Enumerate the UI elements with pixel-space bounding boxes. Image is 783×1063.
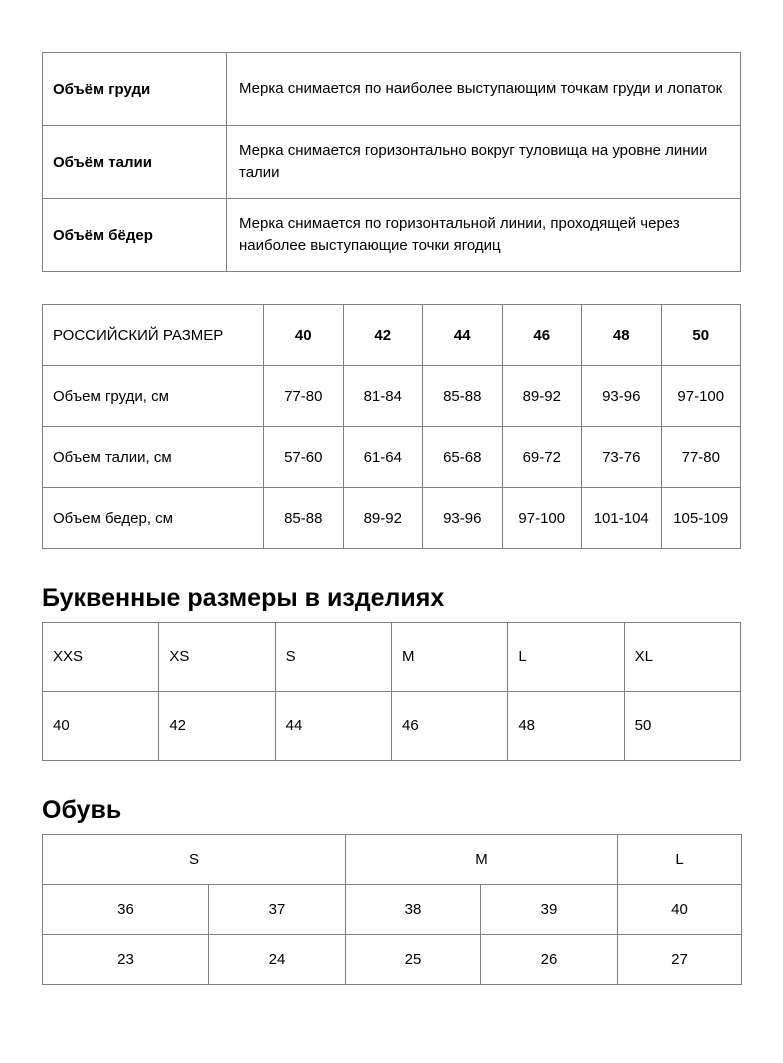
russian-size-number: 44 — [423, 305, 503, 366]
shoe-eu-size-cell: 37 — [209, 884, 346, 934]
letter-size-cell: L — [508, 622, 624, 691]
russian-size-row — [43, 427, 741, 488]
letter-number-cell: 40 — [43, 691, 159, 760]
shoe-eu-size-cell: 38 — [346, 884, 481, 934]
size-range-cell: 93-96 — [423, 488, 503, 549]
shoe-eu-size-cell: 36 — [43, 884, 209, 934]
size-range-cell: 57-60 — [264, 427, 344, 488]
russian-size-table — [42, 304, 741, 549]
letter-number-cell: 48 — [508, 691, 624, 760]
size-range-cell: 89-92 — [343, 488, 423, 549]
size-range-cell: 85-88 — [264, 488, 344, 549]
shoe-cm-size-cell: 23 — [43, 934, 209, 984]
measure-description: Мерка снимается по горизонтальной линии, проходящей через наиболее выступающие точки ягодиц — [227, 199, 741, 272]
letter-number-cell: 50 — [624, 691, 740, 760]
shoe-cm-size-cell: 26 — [481, 934, 618, 984]
letter-number-row — [43, 691, 741, 760]
size-range-cell: 69-72 — [502, 427, 582, 488]
measurement-description-table — [42, 52, 741, 272]
measure-label: Объём груди — [43, 53, 227, 126]
size-range-cell: 97-100 — [661, 366, 741, 427]
russian-size-header-row — [43, 305, 741, 366]
letter-number-cell: 44 — [275, 691, 391, 760]
russian-size-row — [43, 366, 741, 427]
measure-label: Объём бёдер — [43, 199, 227, 272]
russian-size-number: 40 — [264, 305, 344, 366]
shoe-group-label: M — [346, 834, 618, 884]
shoe-group-row — [43, 834, 742, 884]
size-range-cell: 61-64 — [343, 427, 423, 488]
size-range-cell: 93-96 — [582, 366, 662, 427]
shoe-group-label: L — [618, 834, 742, 884]
size-range-cell: 101-104 — [582, 488, 662, 549]
size-range-cell: 73-76 — [582, 427, 662, 488]
russian-size-row-label: Объем бедер, см — [43, 488, 264, 549]
letter-size-cell: XL — [624, 622, 740, 691]
size-range-cell: 81-84 — [343, 366, 423, 427]
letter-size-row — [43, 622, 741, 691]
size-range-cell: 65-68 — [423, 427, 503, 488]
shoe-eu-size-cell: 39 — [481, 884, 618, 934]
russian-size-row-label: Объем груди, см — [43, 366, 264, 427]
size-range-cell: 105-109 — [661, 488, 741, 549]
size-range-cell: 97-100 — [502, 488, 582, 549]
russian-size-number: 46 — [502, 305, 582, 366]
shoe-cm-size-cell: 25 — [346, 934, 481, 984]
letter-size-table — [42, 622, 741, 761]
measure-row — [43, 126, 741, 199]
size-range-cell: 77-80 — [264, 366, 344, 427]
letter-sizes-heading: Буквенные размеры в изделиях — [42, 584, 445, 612]
shoe-eu-row — [43, 884, 742, 934]
measure-description: Мерка снимается по наиболее выступающим точкам груди и лопаток — [227, 53, 741, 126]
russian-size-header-label: РОССИЙСКИЙ РАЗМЕР — [43, 305, 264, 366]
measure-row — [43, 53, 741, 126]
size-range-cell: 85-88 — [423, 366, 503, 427]
letter-size-cell: XS — [159, 622, 275, 691]
russian-size-row-label: Объем талии, см — [43, 427, 264, 488]
letter-size-cell: M — [391, 622, 507, 691]
measure-label: Объём талии — [43, 126, 227, 199]
measure-row — [43, 199, 741, 272]
size-range-cell: 89-92 — [502, 366, 582, 427]
russian-size-number: 48 — [582, 305, 662, 366]
shoe-cm-row — [43, 934, 742, 984]
russian-size-row — [43, 488, 741, 549]
letter-number-cell: 42 — [159, 691, 275, 760]
letter-number-cell: 46 — [391, 691, 507, 760]
shoes-heading: Обувь — [42, 795, 122, 824]
shoe-cm-size-cell: 24 — [209, 934, 346, 984]
letter-size-cell: XXS — [43, 622, 159, 691]
letter-size-cell: S — [275, 622, 391, 691]
shoe-size-table — [42, 834, 742, 985]
measure-description: Мерка снимается горизонтально вокруг туловища на уровне линии талии — [227, 126, 741, 199]
russian-size-number: 42 — [343, 305, 423, 366]
size-range-cell: 77-80 — [661, 427, 741, 488]
shoe-eu-size-cell: 40 — [618, 884, 742, 934]
russian-size-number: 50 — [661, 305, 741, 366]
shoe-cm-size-cell: 27 — [618, 934, 742, 984]
shoe-group-label: S — [43, 834, 346, 884]
